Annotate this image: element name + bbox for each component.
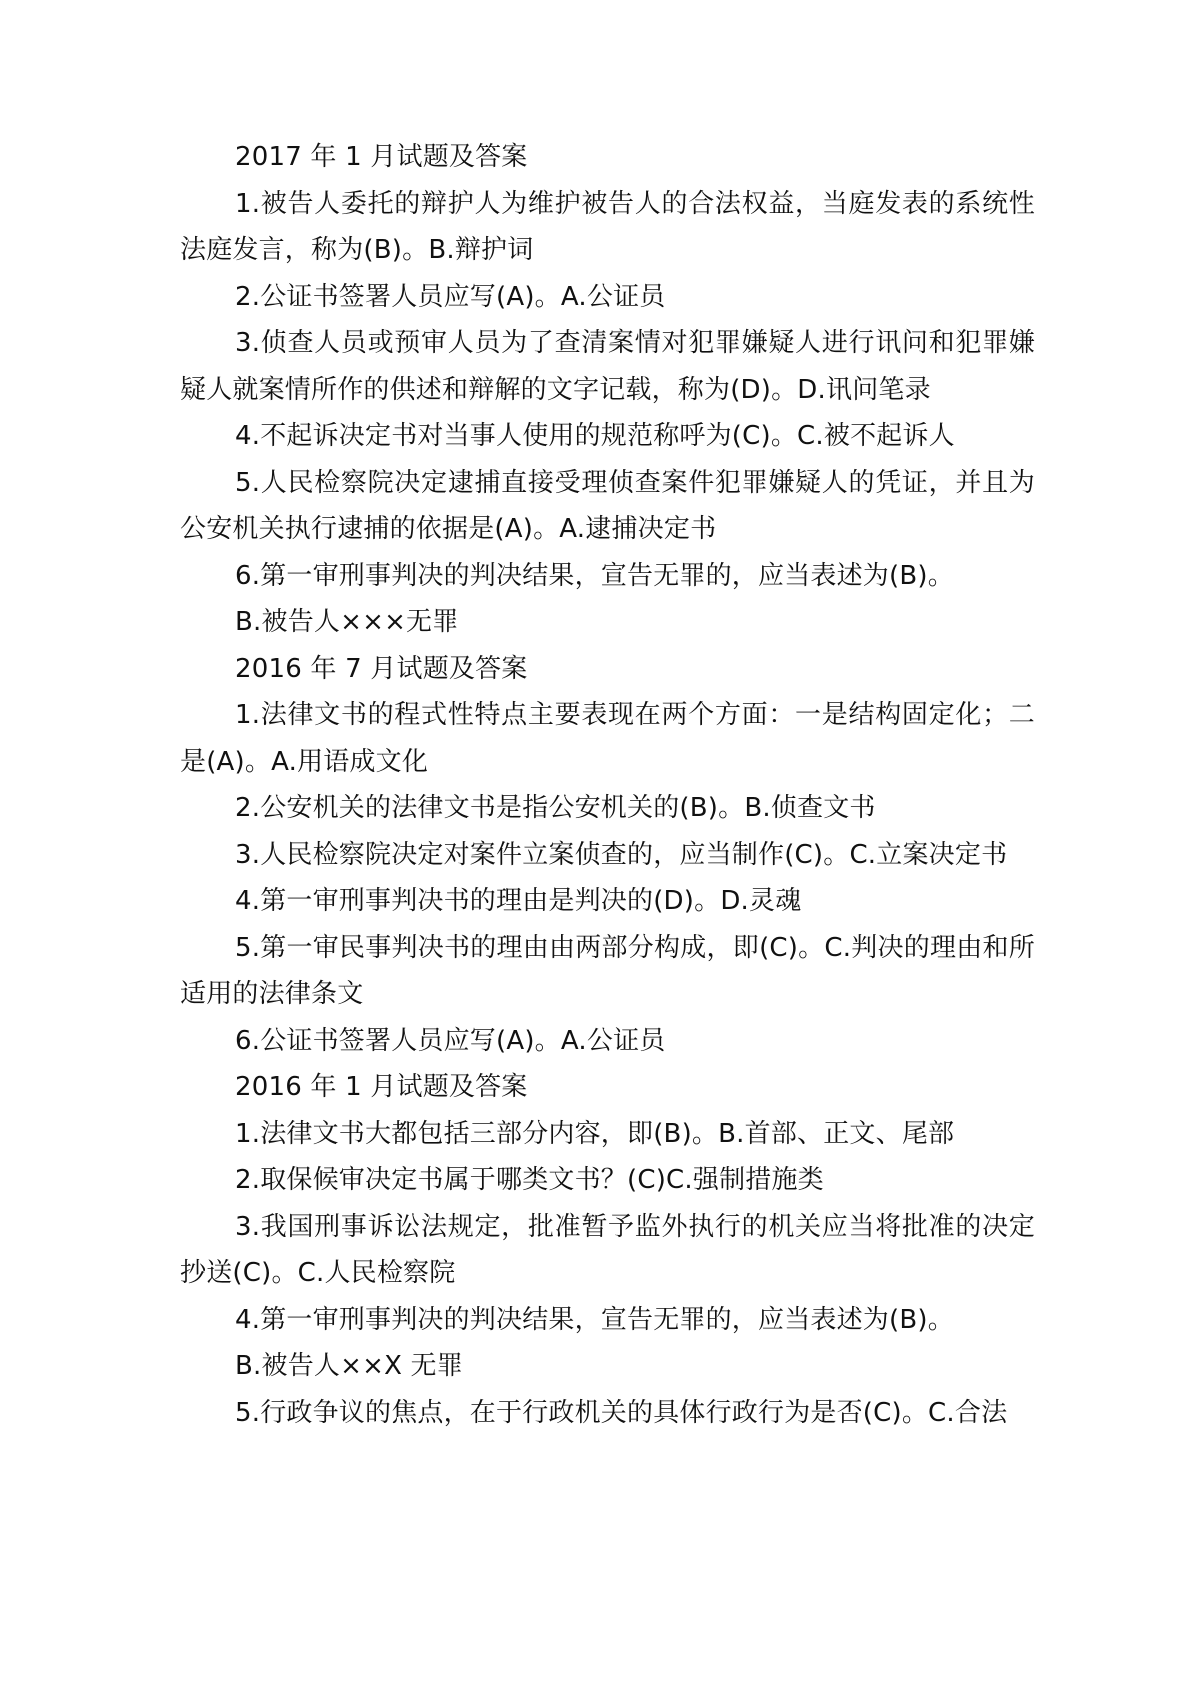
section-heading-2017-01: 2017 年 1 月试题及答案: [235, 142, 528, 172]
question-item: 3.人民检察院决定对案件立案侦查的，应当制作(C)。C.立案决定书: [235, 839, 1008, 870]
question-item: 6.第一审刑事判决的判决结果，宣告无罪的，应当表述为(B)。: [235, 560, 954, 591]
question-item: 3.我国刑事诉讼法规定，批准暂予监外执行的机关应当将批准的决定抄送(C)。C.人民检察院: [180, 1211, 1035, 1288]
question-item: 5.行政争议的焦点，在于行政机关的具体行政行为是否(C)。C.合法: [235, 1397, 1008, 1428]
question-item: 6.公证书签署人员应写(A)。A.公证员: [235, 1025, 666, 1056]
question-item: 5.人民检察院决定逮捕直接受理侦查案件犯罪嫌疑人的凭证，并且为公安机关执行逮捕的依据是(A)。A.逮捕决定书: [180, 467, 1035, 544]
question-item: 2.公安机关的法律文书是指公安机关的(B)。B.侦查文书: [235, 793, 876, 823]
section-heading-2016-07: 2016 年 7 月试题及答案: [235, 653, 528, 684]
question-item: 1.法律文书大都包括三部分内容，即(B)。B.首部、正文、尾部: [235, 1118, 955, 1149]
question-item: 2.取保候审决定书属于哪类文书？(C)C.强制措施类: [235, 1165, 824, 1195]
answer-line: B.被告人×××无罪: [235, 607, 459, 637]
question-item: 3.侦查人员或预审人员为了查清案情对犯罪嫌疑人进行讯问和犯罪嫌疑人就案情所作的供述和辩解的文字记载，称为(D)。D.讯问笔录: [180, 328, 1035, 405]
answer-line: B.被告人××X 无罪: [235, 1351, 463, 1381]
section-heading-2016-01: 2016 年 1 月试题及答案: [235, 1072, 528, 1102]
question-item: 1.被告人委托的辩护人为维护被告人的合法权益，当庭发表的系统性法庭发言，称为(B)。B.辩护词: [180, 188, 1035, 265]
question-item: 1.法律文书的程式性特点主要表现在两个方面：一是结构固定化；二是(A)。A.用语成文化: [180, 700, 1035, 777]
question-item: 4.第一审刑事判决书的理由是判决的(D)。D.灵魂: [235, 886, 802, 916]
document-body: [180, 134, 1035, 1436]
question-item: 2.公证书签署人员应写(A)。A.公证员: [235, 281, 666, 312]
question-item: 5.第一审民事判决书的理由由两部分构成，即(C)。C.判决的理由和所适用的法律条文: [180, 932, 1035, 1009]
question-item: 4.不起诉决定书对当事人使用的规范称呼为(C)。C.被不起诉人: [235, 421, 955, 451]
question-item: 4.第一审刑事判决的判决结果，宣告无罪的，应当表述为(B)。: [235, 1304, 954, 1335]
